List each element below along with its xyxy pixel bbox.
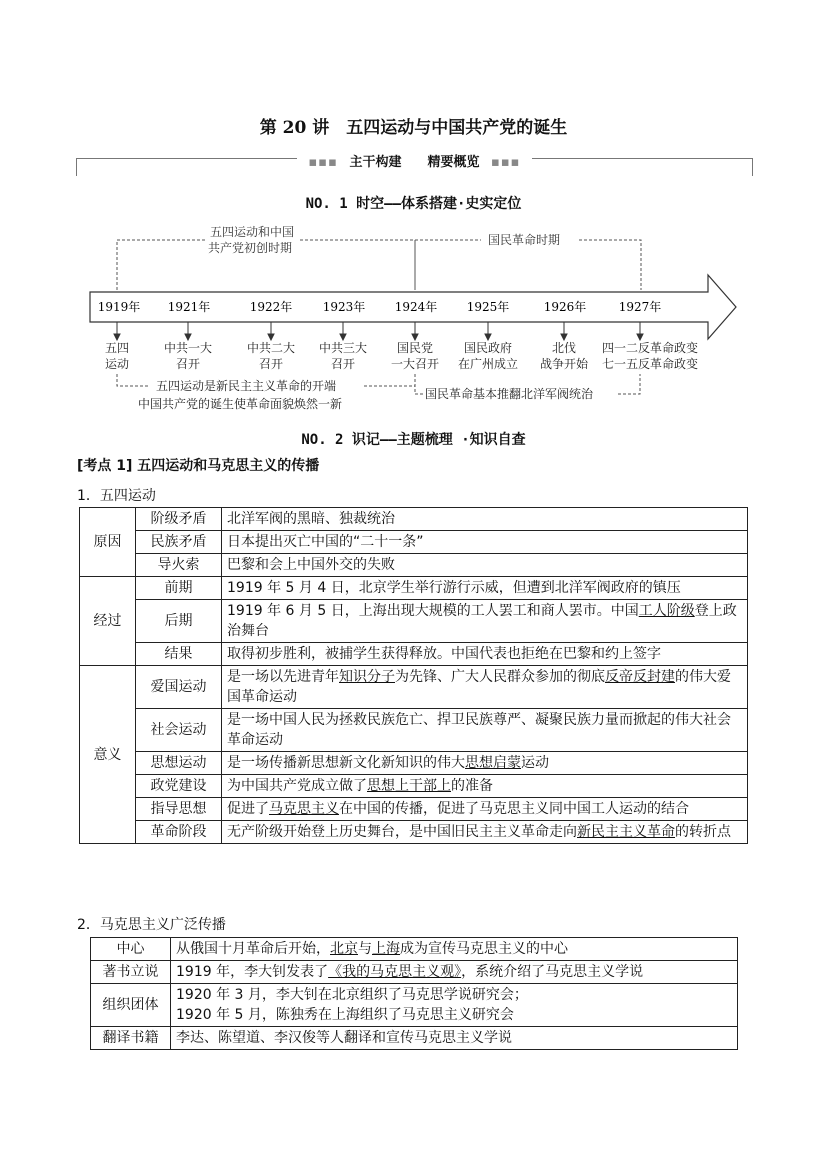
- row-value: 1919 年 6 月 5 日，上海出现大规模的工人罢工和商人罢市。中国工人阶级登上政治舞台: [222, 600, 748, 643]
- bottom-right-note: 国民革命基本推翻北洋军阀统治: [425, 387, 594, 401]
- group-cell: 经过: [80, 577, 136, 666]
- row-value: 是一场传播新思想新文化新知识的伟大思想启蒙运动: [222, 752, 748, 775]
- row-key: 组织团体: [91, 984, 171, 1027]
- table-row: [80, 531, 748, 554]
- event-line: 北伐: [551, 341, 577, 355]
- section-2-title: 2．马克思主义广泛传播: [77, 917, 226, 933]
- event-line: 召开: [330, 357, 356, 371]
- year-label: 1925年: [466, 300, 510, 314]
- event-line: 一大召开: [390, 357, 440, 371]
- kaodian-title: [考点 1] 五四运动和马克思主义的传播: [77, 458, 320, 474]
- row-key: 政党建设: [136, 775, 222, 798]
- row-key: 指导思想: [136, 798, 222, 821]
- no2-heading: NO. 2 识记——主题梳理 ·知识自查: [301, 432, 526, 448]
- event-line: 中共三大: [318, 341, 368, 355]
- event-line: 四一二反革命政变: [601, 341, 699, 355]
- year-label: 1922年: [249, 300, 293, 314]
- top-left-label-1: 五四运动和中国: [210, 225, 295, 239]
- row-value: 李达、陈望道、李汉俊等人翻译和宣传马克思主义学说: [171, 1027, 738, 1050]
- bracket-right-b: [579, 240, 641, 290]
- row-value: 日本提出灭亡中国的“二十一条”: [222, 531, 748, 554]
- row-key: 阶级矛盾: [136, 508, 222, 531]
- bracket-left-b: [300, 240, 415, 290]
- year-label: 1923年: [322, 300, 366, 314]
- row-key: 结果: [136, 643, 222, 666]
- table-row: [80, 643, 748, 666]
- row-key: 前期: [136, 577, 222, 600]
- event-line: 国民政府: [463, 341, 513, 355]
- row-key: 后期: [136, 600, 222, 643]
- table-row: [80, 752, 748, 775]
- year-label: 1926年: [543, 300, 587, 314]
- no1-heading: NO. 1 时空——体系搭建·史实定位: [305, 196, 522, 212]
- table-row: [91, 1027, 738, 1050]
- table-row: [80, 775, 748, 798]
- bottom-left-note-2: 中国共产党的诞生使革命面貌焕然一新: [138, 397, 343, 411]
- row-key: 民族矛盾: [136, 531, 222, 554]
- bracket-right-a: [415, 240, 481, 290]
- banner-text: ▪▪▪ 主干构建 精要概览 ▪▪▪: [76, 151, 753, 170]
- row-key: 翻译书籍: [91, 1027, 171, 1050]
- row-value: 从俄国十月革命后开始，北京与上海成为宣传马克思主义的中心: [171, 938, 738, 961]
- table-row: [80, 577, 748, 600]
- row-value: 是一场以先进青年知识分子为先锋、广大人民群众参加的彻底反帝反封建的伟大爱国革命运动: [222, 666, 748, 709]
- year-label: 1924年: [394, 300, 438, 314]
- table-row: [91, 938, 738, 961]
- row-value: 北洋军阀的黑暗、独裁统治: [222, 508, 748, 531]
- table-row: [80, 709, 748, 752]
- row-value: 取得初步胜利，被捕学生获得释放。中国代表也拒绝在巴黎和约上签字: [222, 643, 748, 666]
- row-value: 1920 年 3 月，李大钊在北京组织了马克思学说研究会； 1920 年 5 月，陈独秀在上海组织了马克思主义研究会: [171, 984, 738, 1027]
- year-label: 1927年: [618, 300, 662, 314]
- row-value: 1919 年，李大钊发表了《我的马克思主义观》，系统介绍了马克思主义学说: [171, 961, 738, 984]
- timeline-diagram: [88, 216, 743, 412]
- row-key: 导火索: [136, 554, 222, 577]
- table-wusi: [79, 507, 748, 844]
- event-line: 在广州成立: [457, 357, 519, 371]
- year-label: 1919年: [97, 300, 141, 314]
- bottom-left-note-1: 五四运动是新民主主义革命的开端: [156, 379, 337, 393]
- table-row: [80, 600, 748, 643]
- table-row: [80, 798, 748, 821]
- event-line: 五四: [104, 341, 130, 355]
- top-right-label: 国民革命时期: [488, 233, 561, 247]
- group-cell: 意义: [80, 666, 136, 844]
- row-value: 是一场中国人民为拯救民族危亡、捍卫民族尊严、凝聚民族力量而掀起的伟大社会革命运动: [222, 709, 748, 752]
- section-banner: [76, 151, 753, 177]
- event-line: 召开: [258, 357, 284, 371]
- row-key: 著书立说: [91, 961, 171, 984]
- row-key: 社会运动: [136, 709, 222, 752]
- row-key: 革命阶段: [136, 821, 222, 844]
- event-line: 中共二大: [246, 341, 296, 355]
- row-key: 思想运动: [136, 752, 222, 775]
- event-line: 召开: [175, 357, 201, 371]
- table-row: [80, 508, 748, 531]
- banner-left: 主干构建: [349, 155, 402, 170]
- event-line: 运动: [104, 357, 130, 371]
- top-left-label-2: 共产党初创时期: [208, 241, 293, 255]
- row-value: 无产阶级开始登上历史舞台，是中国旧民主主义革命走向新民主主义革命的转折点: [222, 821, 748, 844]
- row-value: 1919 年 5 月 4 日，北京学生举行游行示威，但遭到北洋军阀政府的镇压: [222, 577, 748, 600]
- table-row: [80, 666, 748, 709]
- event-line: 战争开始: [539, 357, 589, 371]
- section-1-title: 1．五四运动: [77, 488, 156, 504]
- event-line: 国民党: [396, 341, 434, 355]
- year-label: 1921年: [167, 300, 211, 314]
- table-row: [91, 984, 738, 1027]
- banner-right: 精要概览: [427, 155, 480, 170]
- row-value: 巴黎和会上中国外交的失败: [222, 554, 748, 577]
- table-row: [91, 961, 738, 984]
- row-value: 促进了马克思主义在中国的传播，促进了马克思主义同中国工人运动的结合: [222, 798, 748, 821]
- bracket-left-a: [117, 240, 206, 290]
- event-line: 中共一大: [163, 341, 213, 355]
- page-title: 第 20 讲 五四运动与中国共产党的诞生: [259, 118, 568, 138]
- table-marxism: [90, 937, 738, 1050]
- row-key: 中心: [91, 938, 171, 961]
- table-row: [80, 554, 748, 577]
- group-cell: 原因: [80, 508, 136, 577]
- row-value: 为中国共产党成立做了思想上干部上的准备: [222, 775, 748, 798]
- row-key: 爱国运动: [136, 666, 222, 709]
- event-line: 七一五反革命政变: [601, 357, 699, 371]
- table-row: [80, 821, 748, 844]
